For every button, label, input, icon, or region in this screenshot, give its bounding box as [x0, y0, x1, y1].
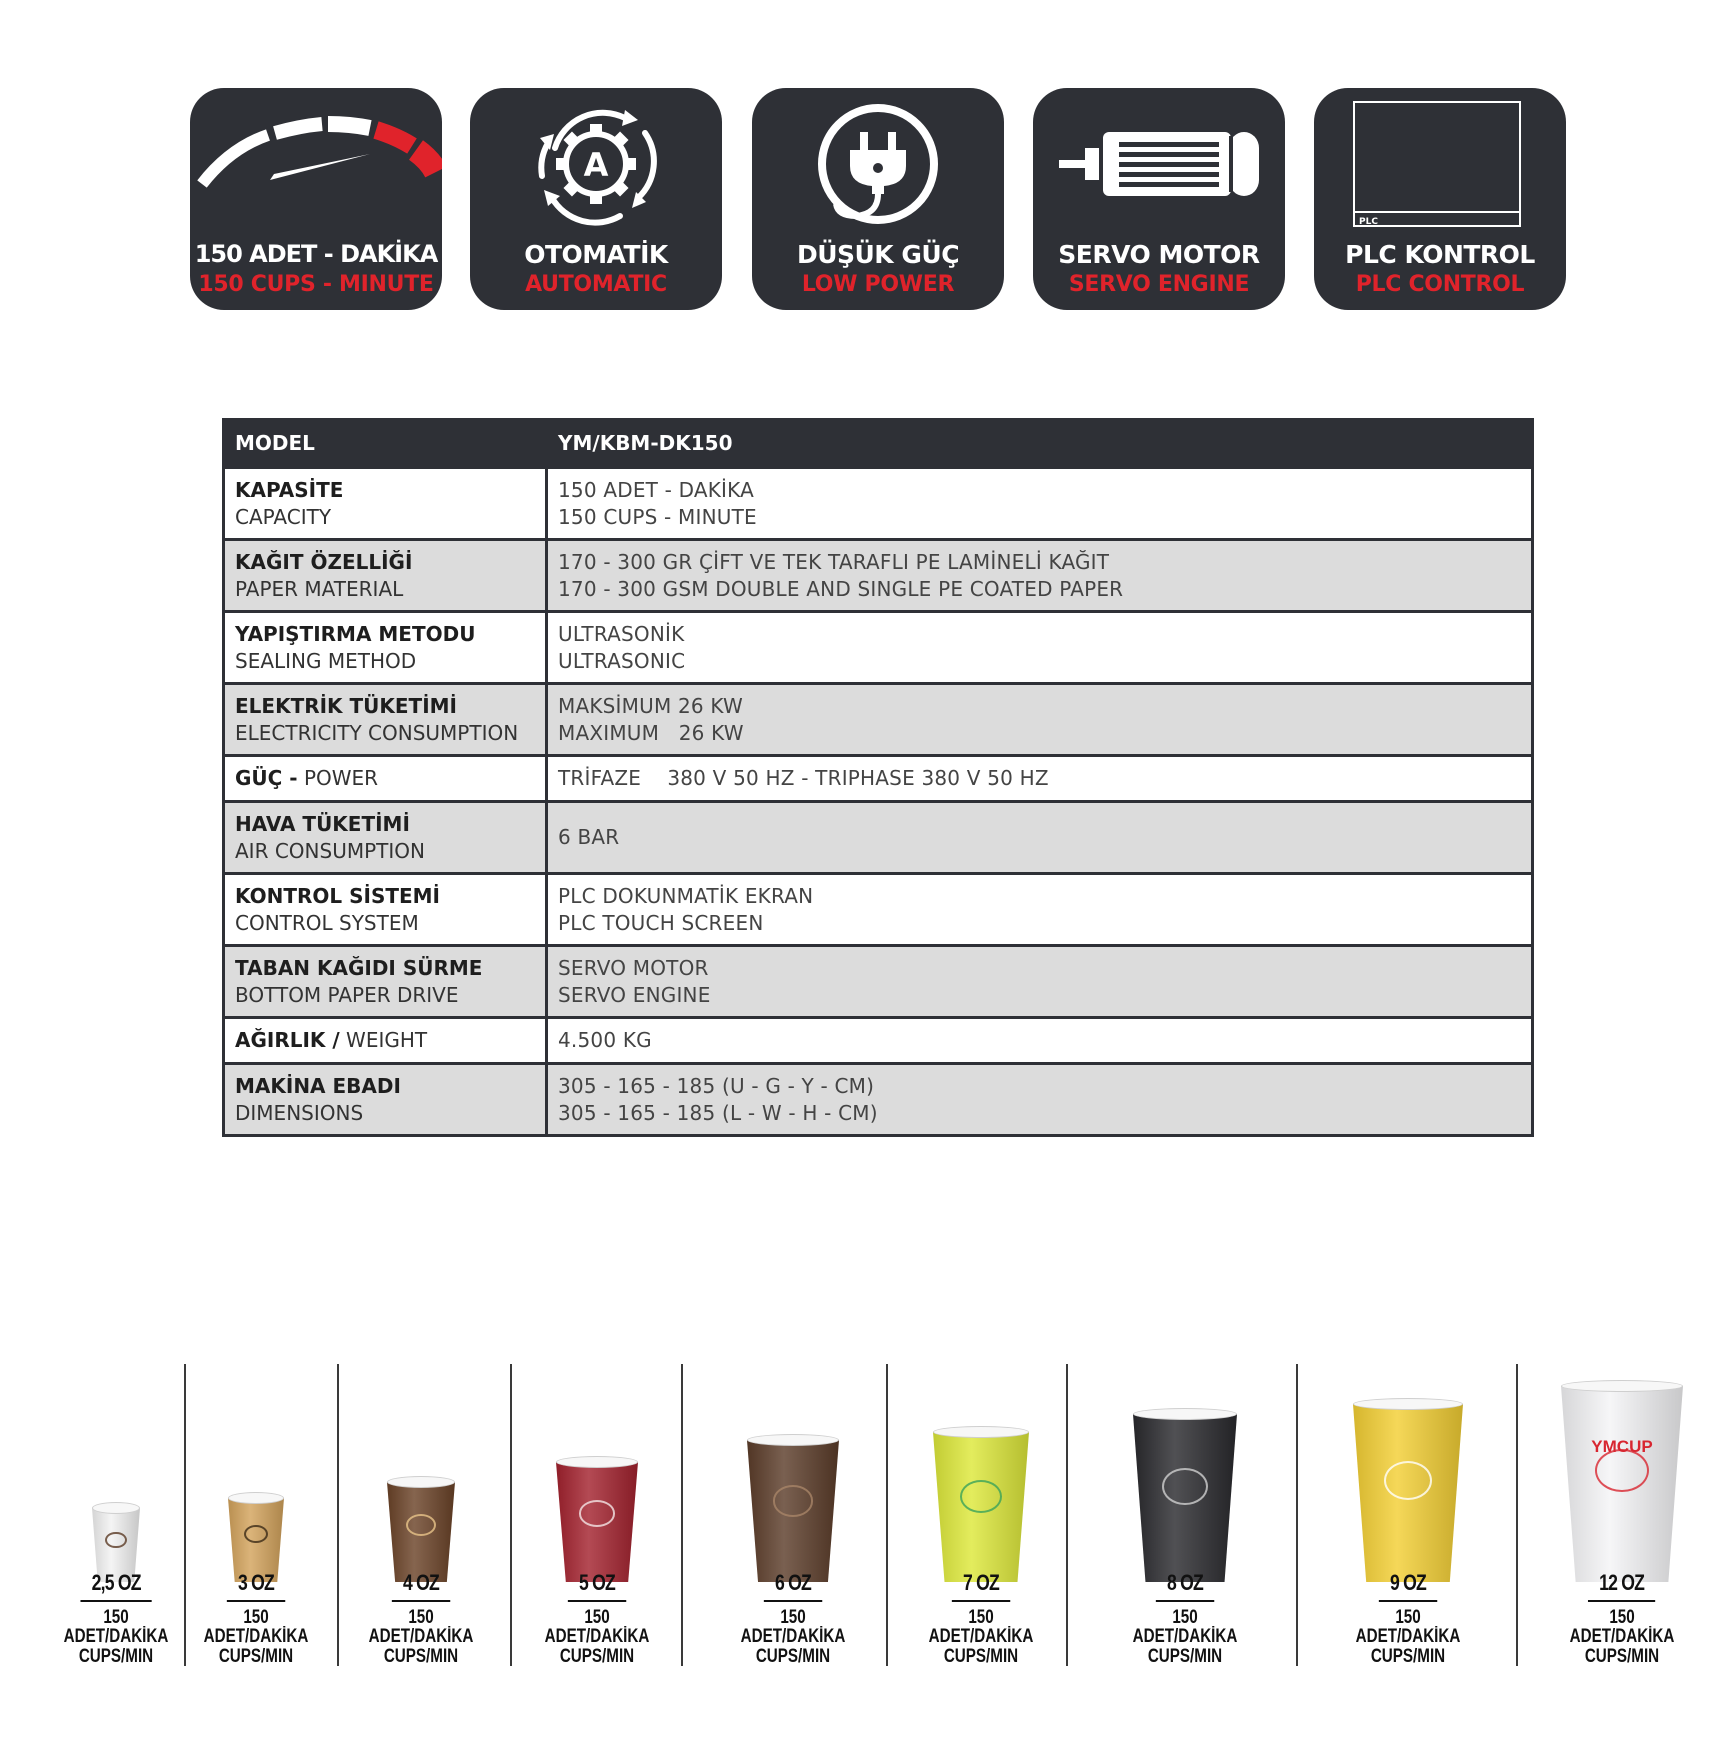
spec-key-en: DIMENSIONS: [235, 1100, 364, 1125]
spec-row-dimensions: [224, 1064, 1533, 1136]
feature-low-power: [752, 88, 1004, 310]
cup-rate: 150: [103, 1607, 129, 1628]
cup-size-label: [532, 1570, 663, 1667]
cup-size-label: [916, 1570, 1047, 1667]
spec-key-en: BOTTOM PAPER DRIVE: [235, 982, 459, 1007]
spec-value-en: 170 - 300 GSM DOUBLE AND SINGLE PE COATED PAPER: [558, 576, 1124, 601]
divider: [1296, 1364, 1298, 1666]
spec-value-en: SERVO ENGINE: [558, 982, 711, 1007]
cup-size-label: [1343, 1570, 1474, 1667]
cup-size-label: [51, 1570, 182, 1667]
cup-brand-logo: YMCUP: [1591, 1436, 1653, 1456]
cup-sizes: [0, 1360, 1732, 1680]
cup-rate: 150: [1172, 1607, 1198, 1628]
feature-title: OTOMATİK: [524, 240, 668, 269]
spec-value-en: PLC TOUCH SCREEN: [558, 910, 764, 935]
spec-key-tr: TABAN KAĞIDI SÜRME: [235, 955, 483, 980]
feature-subtitle: PLC CONTROL: [1355, 272, 1525, 297]
cup-rate-unit-en: CUPS/MIN: [78, 1646, 154, 1667]
cup-size-label: [1120, 1570, 1251, 1667]
cup-rate-unit-tr: ADET/DAKİKA: [928, 1626, 1034, 1647]
spec-key-tr: KONTROL SİSTEMİ: [235, 883, 440, 908]
spec-value-tr: PLC DOKUNMATİK EKRAN: [558, 883, 814, 908]
cup-rate-unit-en: CUPS/MIN: [943, 1646, 1019, 1667]
cup-rate-unit-tr: ADET/DAKİKA: [544, 1626, 650, 1647]
cup-size-oz: 8 OZ: [1156, 1570, 1214, 1602]
spec-value: TRİFAZE 380 V 50 HZ - TRIPHASE 380 V 50 HZ: [558, 766, 1049, 790]
divider: [886, 1364, 888, 1666]
feature-tiles: [190, 88, 1564, 310]
divider: [1516, 1364, 1518, 1666]
paper-cup-image: [1353, 1404, 1463, 1582]
spec-key-tr: HAVA TÜKETİMİ: [235, 811, 410, 836]
cup-rate: 150: [968, 1607, 994, 1628]
cup-size-label: [728, 1570, 859, 1667]
spec-value: 6 BAR: [558, 825, 620, 849]
feature-servo-motor: [1033, 88, 1285, 310]
feature-title: 150 ADET - DAKİKA: [194, 240, 438, 268]
paper-cup-image: [1133, 1414, 1237, 1582]
spec-value-tr: ULTRASONİK: [558, 621, 685, 646]
spec-key-en: PAPER MATERIAL: [235, 576, 404, 601]
spec-key-en: POWER: [303, 766, 379, 790]
cup-rate-unit-en: CUPS/MIN: [383, 1646, 459, 1667]
spec-value-tr: MAKSİMUM 26 KW: [558, 693, 743, 718]
cup-rate-unit-tr: ADET/DAKİKA: [63, 1626, 169, 1647]
cup-rate-unit-tr: ADET/DAKİKA: [368, 1626, 474, 1647]
cup-rate-unit-en: CUPS/MIN: [755, 1646, 831, 1667]
cup-size-oz: 7 OZ: [952, 1570, 1010, 1602]
paper-cup-image: [933, 1432, 1029, 1582]
cup-rate-unit-tr: ADET/DAKİKA: [1569, 1626, 1675, 1647]
cup-rate-unit-en: CUPS/MIN: [1147, 1646, 1223, 1667]
cup-size-label: [191, 1570, 322, 1667]
paper-cup-image: [556, 1462, 638, 1582]
spec-header-value: YM/KBM-DK150: [547, 420, 1533, 468]
spec-key-en: CAPACITY: [235, 504, 332, 529]
cup-size-oz: 6 OZ: [764, 1570, 822, 1602]
spec-row-paper-material: [224, 540, 1533, 612]
feature-subtitle: AUTOMATIC: [525, 272, 667, 297]
spec-key-tr: KAĞIT ÖZELLİĞİ: [235, 549, 413, 574]
spec-value-en: MAXIMUM 26 KW: [558, 720, 744, 745]
spec-key-en: WEIGHT: [346, 1028, 428, 1052]
paper-cup-image: [747, 1440, 839, 1582]
cup-size-label: [356, 1570, 487, 1667]
spec-value-tr: 170 - 300 GR ÇİFT VE TEK TARAFLI PE LAMİNELİ KAĞIT: [558, 549, 1110, 574]
spec-header-label: MODEL: [224, 420, 547, 468]
spec-row-air-consumption: [224, 802, 1533, 874]
spec-key-tr: MAKİNA EBADI: [235, 1073, 401, 1098]
cup-rate-unit-en: CUPS/MIN: [1370, 1646, 1446, 1667]
feature-subtitle: LOW POWER: [801, 272, 955, 297]
servo-motor-icon: [1033, 88, 1285, 238]
cup-rate-unit-tr: ADET/DAKİKA: [203, 1626, 309, 1647]
spec-key-tr: AĞIRLIK /: [235, 1028, 340, 1052]
automation-gear-icon: [470, 88, 722, 238]
cup-size-oz: 9 OZ: [1379, 1570, 1437, 1602]
spec-key-en: ELECTRICITY CONSUMPTION: [235, 720, 519, 745]
spec-row-weight: [224, 1018, 1533, 1064]
spec-key-tr: ELEKTRİK TÜKETİMİ: [235, 693, 457, 718]
spec-value-en: 305 - 165 - 185 (L - W - H - CM): [558, 1100, 878, 1125]
spec-row-control-system: [224, 874, 1533, 946]
divider: [184, 1364, 186, 1666]
plc-screen-icon: [1314, 88, 1566, 238]
spec-value-tr: 305 - 165 - 185 (U - G - Y - CM): [558, 1073, 875, 1098]
cup-size-oz: 2,5 OZ: [80, 1570, 151, 1602]
spec-row-sealing-method: [224, 612, 1533, 684]
cup-size-oz: 5 OZ: [568, 1570, 626, 1602]
spec-row-bottom-paper-drive: [224, 946, 1533, 1018]
spec-header-row: [224, 420, 1533, 468]
svg-text:A: A: [583, 146, 609, 184]
spec-row-capacity: [224, 468, 1533, 540]
feature-title: PLC KONTROL: [1345, 240, 1535, 269]
cup-rate: 150: [584, 1607, 610, 1628]
feature-automatic: [470, 88, 722, 310]
cup-rate-unit-tr: ADET/DAKİKA: [1132, 1626, 1238, 1647]
divider: [510, 1364, 512, 1666]
paper-cup-image: [1561, 1386, 1683, 1582]
spec-table: [222, 418, 1534, 1137]
cup-rate-unit-en: CUPS/MIN: [559, 1646, 635, 1667]
speedometer-icon: [190, 88, 442, 238]
divider: [337, 1364, 339, 1666]
feature-capacity: [190, 88, 442, 310]
spec-key-en: SEALING METHOD: [235, 648, 417, 673]
divider: [1066, 1364, 1068, 1666]
cup-rate-unit-en: CUPS/MIN: [218, 1646, 294, 1667]
spec-value-tr: SERVO MOTOR: [558, 955, 709, 980]
cup-rate-unit-en: CUPS/MIN: [1584, 1646, 1660, 1667]
spec-value-en: 150 CUPS - MINUTE: [558, 504, 757, 529]
spec-key-tr: KAPASİTE: [235, 477, 344, 502]
paper-cup-image: [387, 1482, 455, 1582]
cup-rate-unit-tr: ADET/DAKİKA: [740, 1626, 846, 1647]
spec-row-power: [224, 756, 1533, 802]
cup-rate-unit-tr: ADET/DAKİKA: [1355, 1626, 1461, 1647]
cup-size-oz: 3 OZ: [227, 1570, 285, 1602]
spec-value-tr: 150 ADET - DAKİKA: [558, 477, 754, 502]
plc-screen-label: PLC: [1359, 217, 1378, 227]
spec-key-tr: YAPIŞTIRMA METODU: [235, 621, 476, 646]
cup-size-oz: 4 OZ: [392, 1570, 450, 1602]
cup-rate: 150: [243, 1607, 269, 1628]
cup-rate: 150: [1395, 1607, 1421, 1628]
cup-rate: 150: [780, 1607, 806, 1628]
spec-row-electricity: [224, 684, 1533, 756]
feature-subtitle: SERVO ENGINE: [1068, 272, 1250, 297]
cup-size-label: [1557, 1570, 1688, 1667]
feature-title: SERVO MOTOR: [1058, 240, 1260, 269]
cup-rate: 150: [1609, 1607, 1635, 1628]
feature-title: DÜŞÜK GÜÇ: [796, 240, 960, 269]
feature-subtitle: 150 CUPS - MINUTE: [198, 272, 434, 297]
cup-rate: 150: [408, 1607, 434, 1628]
spec-key-en: AIR CONSUMPTION: [235, 838, 425, 863]
power-plug-icon: [752, 88, 1004, 238]
spec-key-tr: GÜÇ -: [235, 766, 298, 790]
feature-plc-control: [1314, 88, 1566, 310]
cup-size-oz: 12 OZ: [1588, 1570, 1655, 1602]
divider: [681, 1364, 683, 1666]
spec-key-en: CONTROL SYSTEM: [235, 910, 419, 935]
spec-value: 4.500 KG: [558, 1028, 652, 1052]
spec-value-en: ULTRASONIC: [558, 648, 686, 673]
